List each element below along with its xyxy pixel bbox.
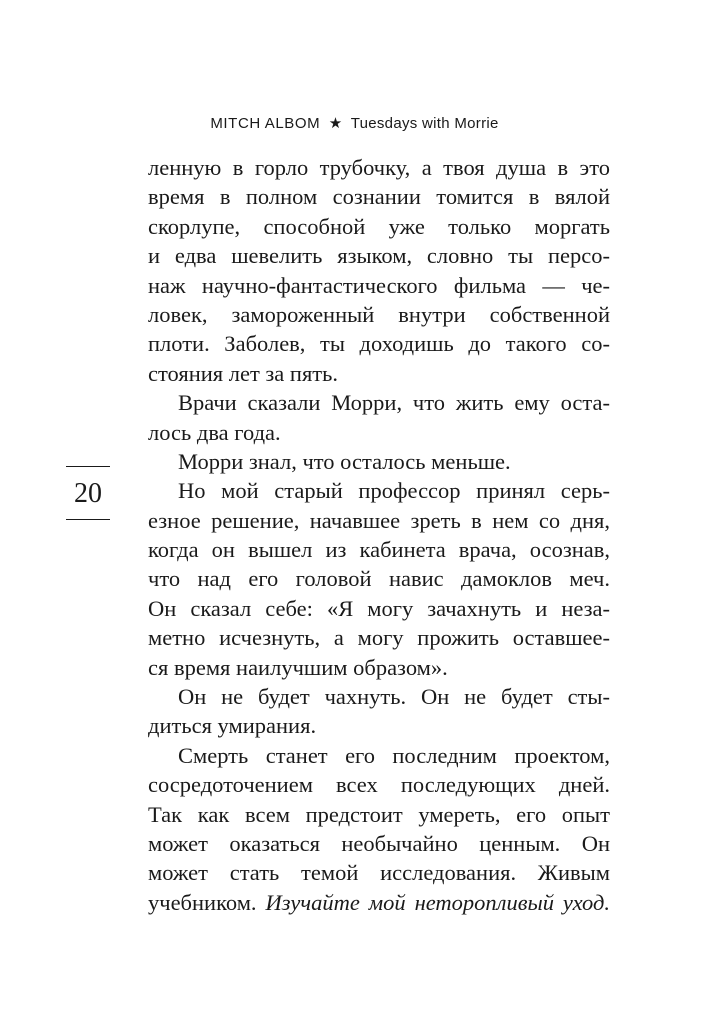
body-text xyxy=(148,153,610,917)
paragraph xyxy=(148,153,610,388)
text-line: время в полном сознании томится в вялой xyxy=(148,184,610,210)
paragraph xyxy=(148,447,610,476)
text-line: ловек, замороженный внутри собственной xyxy=(148,301,610,327)
text-line: может оказаться необычайно ценным. Он xyxy=(148,830,610,856)
text-line: лось два года. xyxy=(148,419,281,445)
running-head-title: Tuesdays with Morrie xyxy=(350,115,499,132)
text-line: стояния лет за пять. xyxy=(148,360,339,386)
text-line: может стать темой исследования. Живым xyxy=(148,860,610,886)
text-line: Врачи сказали Морри, что жить ему оста- xyxy=(178,390,610,416)
text-line: Так как всем предстоит умереть, его опыт xyxy=(148,801,610,827)
text-line: езное решение, начавшее зреть в нем со дня, xyxy=(148,507,610,533)
text-line: наж научно-фантастического фильма — че- xyxy=(148,272,610,298)
text-line: Морри знал, что осталось меньше. xyxy=(178,448,511,474)
page-number-block xyxy=(66,466,110,520)
text-line: скорлупе, способной уже только моргать xyxy=(148,213,610,239)
text-line: метно исчезнуть, а могу прожить оставшее- xyxy=(148,625,610,651)
text-line: когда он вышел из кабинета врача, осознав, xyxy=(148,537,610,563)
text-line: диться умирания. xyxy=(148,713,317,739)
star-icon: ★ xyxy=(328,115,343,132)
text-line: Но мой старый профессор принял серь- xyxy=(178,478,610,504)
text-line: сосредоточением всех последующих дней. xyxy=(148,772,610,798)
text-line: ленную в горло трубочку, а твоя душа в это xyxy=(148,155,610,180)
paragraph xyxy=(148,741,610,917)
page-number-bottom-rule xyxy=(66,519,110,520)
text-line: плоти. Заболев, ты доходишь до такого со- xyxy=(148,331,610,357)
text-line-plain: учебником. xyxy=(148,889,257,915)
text-line: и едва шевелить языком, словно ты персо- xyxy=(148,243,610,269)
text-line: Смерть станет его последним проектом, xyxy=(178,742,610,768)
text-line: Он сказал себе: «Я могу зачахнуть и неза- xyxy=(148,595,610,621)
paragraph xyxy=(148,476,610,682)
paragraph xyxy=(148,682,610,741)
text-line: Он не будет чахнуть. Он не будет сты- xyxy=(178,684,610,710)
page-number: 20 xyxy=(74,478,102,509)
running-head xyxy=(0,114,709,132)
text-line: ся время наилучшим образом». xyxy=(148,654,448,680)
text-line xyxy=(148,888,610,917)
italic-phrase: Изучайте мой неторопливый уход. xyxy=(265,889,610,915)
paragraph xyxy=(148,388,610,447)
running-head-author: MITCH ALBOM xyxy=(210,115,321,132)
text-line: что над его головой навис дамоклов меч. xyxy=(148,566,610,592)
